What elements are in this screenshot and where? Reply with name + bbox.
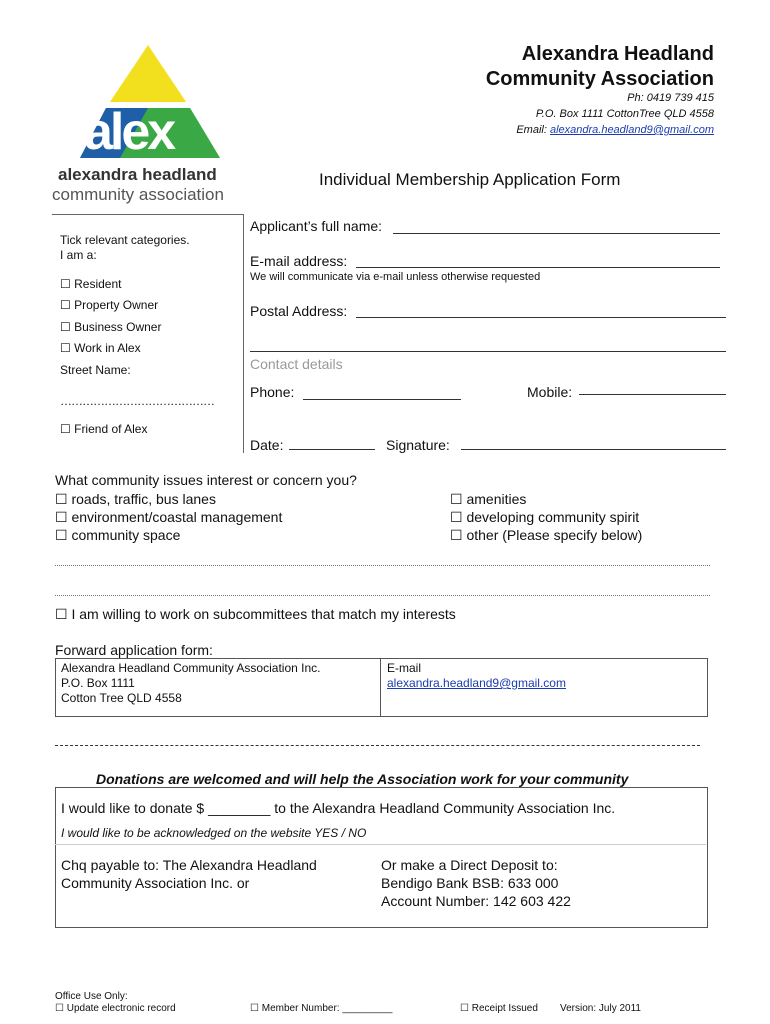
form-title: Individual Membership Application Form	[319, 170, 621, 189]
forward-email	[387, 661, 566, 691]
logo-text: alex	[84, 103, 174, 161]
checkbox-icon: ☐	[460, 1003, 469, 1014]
donate-line[interactable]: I would like to donate $ ________ to the Alexandra Headland Community Association Inc.	[61, 800, 616, 816]
office-use-label: Office Use Only:	[55, 991, 128, 1002]
street-name-field[interactable]: ……………………………………	[60, 394, 214, 408]
forward-title: Forward application form:	[55, 642, 213, 658]
update-record-checkbox[interactable]	[55, 1003, 176, 1014]
checkbox-icon: ☐	[60, 277, 71, 291]
email-label: E-mail address:	[250, 253, 348, 269]
acknowledge-rule	[55, 844, 706, 845]
checkbox-icon: ☐	[60, 422, 71, 436]
issue-community-spirit[interactable]	[450, 508, 642, 526]
categories-intro-2: I am a:	[60, 248, 97, 262]
forward-email-label: E-mail	[387, 661, 422, 675]
logo-line2: community association	[52, 185, 224, 204]
checkbox-icon: ☐	[450, 509, 463, 525]
street-name-label: Street Name:	[60, 363, 131, 377]
forward-email-link[interactable]: alexandra.headland9@gmail.com	[387, 676, 566, 690]
mobile-input[interactable]	[579, 379, 726, 395]
issue-other-label: other (Please specify below)	[466, 527, 643, 543]
checkbox-property-owner[interactable]	[60, 298, 158, 312]
issue-community-space[interactable]	[55, 526, 282, 544]
forward-address-line: Alexandra Headland Community Association Inc.	[61, 661, 321, 675]
checkbox-icon: ☐	[60, 298, 71, 312]
deposit-line3: Account Number: 142 603 422	[381, 893, 571, 909]
org-email-label: Email:	[516, 124, 550, 136]
member-number-checkbox[interactable]	[250, 1003, 392, 1014]
other-input-line2[interactable]	[55, 595, 710, 596]
cheque-line2: Community Association Inc. or	[61, 875, 250, 891]
checkbox-icon: ☐	[55, 1003, 64, 1014]
member-number-label: Member Number: _________	[261, 1003, 393, 1014]
org-address: P.O. Box 1111 CottonTree QLD 4558	[535, 108, 714, 120]
phone-label: Phone:	[250, 384, 295, 400]
issues-right	[450, 490, 642, 544]
checkbox-resident[interactable]	[60, 277, 121, 291]
org-email-link[interactable]: alexandra.headland9@gmail.com	[549, 124, 714, 136]
deposit-info	[381, 856, 571, 910]
deposit-line1: Or make a Direct Deposit to:	[381, 857, 558, 873]
acknowledge-line[interactable]: I would like to be acknowledged on the website YES / NO	[61, 826, 367, 840]
issue-roads-label: roads, traffic, bus lanes	[71, 491, 216, 507]
date-label: Date:	[250, 437, 284, 453]
checkbox-work-in-alex[interactable]	[60, 341, 141, 355]
work-in-alex-label: Work in Alex	[74, 341, 141, 355]
other-input-line1[interactable]	[55, 565, 710, 566]
logo	[50, 40, 240, 210]
receipt-checkbox[interactable]	[460, 1003, 538, 1014]
subcommittee-checkbox[interactable]	[55, 606, 456, 623]
donations-heading: Donations are welcomed and will help the Association work for your community	[96, 771, 629, 787]
issue-community-space-label: community space	[71, 527, 181, 543]
phone-input[interactable]	[303, 384, 461, 400]
org-name	[486, 42, 714, 92]
friend-label: Friend of Alex	[74, 422, 148, 436]
org-contact	[516, 90, 714, 138]
issues-question: What community issues interest or concern you?	[55, 472, 357, 488]
update-record-label: Update electronic record	[66, 1003, 176, 1014]
mobile-label: Mobile:	[527, 384, 573, 400]
cheque-line1: Chq payable to: The Alexandra Headland	[61, 857, 317, 873]
property-owner-label: Property Owner	[74, 298, 159, 312]
resident-label: Resident	[74, 277, 122, 291]
cut-line	[55, 745, 700, 746]
checkbox-icon: ☐	[450, 527, 463, 543]
logo-line1: alexandra headland	[58, 165, 217, 184]
checkbox-icon: ☐	[250, 1003, 259, 1014]
email-note: We will communicate via e-mail unless otherwise requested	[250, 271, 541, 283]
forward-address-line: Cotton Tree QLD 4558	[61, 691, 182, 705]
issue-community-spirit-label: developing community spirit	[466, 509, 640, 525]
checkbox-icon: ☐	[450, 491, 463, 507]
checkbox-icon: ☐	[60, 341, 71, 355]
categories-intro-1: Tick relevant categories.	[60, 233, 190, 247]
org-phone: Ph: 0419 739 415	[627, 92, 714, 104]
deposit-line2: Bendigo Bank BSB: 633 000	[381, 875, 559, 891]
postal-input-line2[interactable]	[250, 336, 726, 352]
date-input[interactable]	[289, 434, 375, 450]
postal-label: Postal Address:	[250, 303, 348, 319]
issue-other[interactable]	[450, 526, 642, 544]
forward-address	[61, 661, 320, 706]
org-name-line2: Community Association	[485, 68, 714, 90]
forward-address-line: P.O. Box 1111	[61, 676, 135, 690]
checkbox-icon: ☐	[55, 606, 68, 622]
full-name-input[interactable]	[393, 218, 720, 234]
email-input[interactable]	[356, 252, 720, 268]
postal-input[interactable]	[356, 302, 726, 318]
checkbox-business-owner[interactable]	[60, 320, 161, 334]
checkbox-icon: ☐	[55, 491, 68, 507]
checkbox-icon: ☐	[55, 527, 68, 543]
cheque-info	[61, 856, 317, 892]
issue-roads[interactable]	[55, 490, 282, 508]
issue-environment[interactable]	[55, 508, 282, 526]
signature-input[interactable]	[461, 434, 726, 450]
receipt-label: Receipt Issued	[471, 1003, 538, 1014]
version-label: Version: July 2011	[560, 1003, 641, 1014]
org-name-line1: Alexandra Headland	[521, 43, 714, 65]
issue-amenities[interactable]	[450, 490, 642, 508]
categories-intro	[60, 233, 190, 263]
contact-details-heading: Contact details	[250, 356, 343, 372]
subcommittee-label: I am willing to work on subcommittees that match my interests	[71, 606, 456, 622]
issue-environment-label: environment/coastal management	[71, 509, 283, 525]
checkbox-icon: ☐	[55, 509, 68, 525]
issues-left	[55, 490, 282, 544]
full-name-label: Applicant’s full name:	[250, 218, 383, 234]
business-owner-label: Business Owner	[74, 320, 162, 334]
checkbox-friend[interactable]	[60, 422, 147, 436]
checkbox-icon: ☐	[60, 320, 71, 334]
signature-label: Signature:	[386, 437, 450, 453]
issue-amenities-label: amenities	[466, 491, 527, 507]
